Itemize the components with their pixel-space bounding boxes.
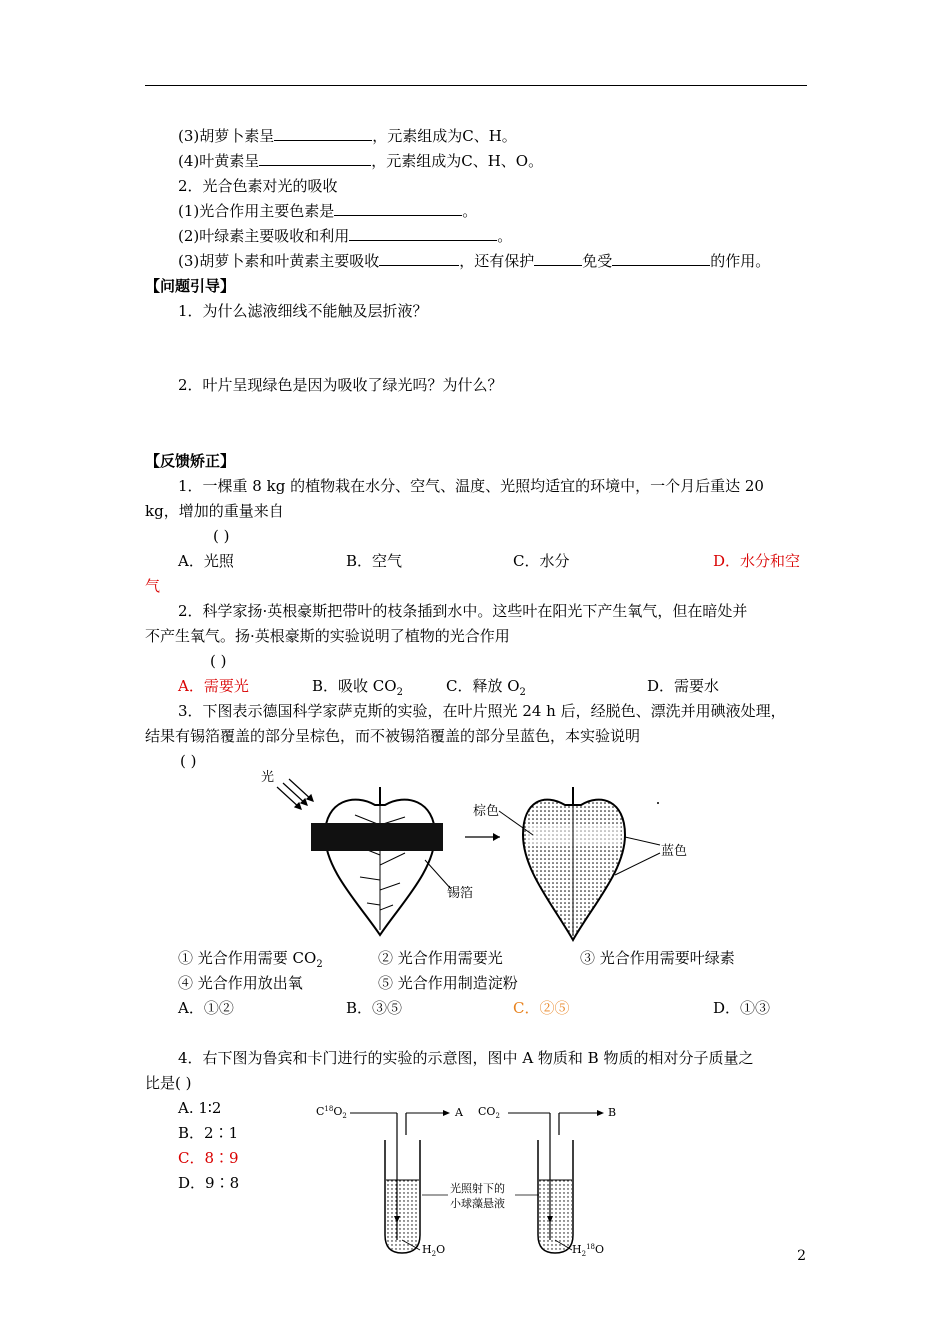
foil-label: 锡箔 [447,886,474,901]
light-arrows-icon [277,779,313,809]
option-d[interactable]: D．①③ [713,999,771,1017]
answer-blank[interactable] [379,250,459,266]
problem-2-text-cont: 不产生氧气。扬·英根豪斯的实验说明了植物的光合作用 [145,627,510,645]
header-rule [145,85,807,86]
problem-1-paren: ( ) [213,527,230,545]
option-d[interactable]: D．需要水 [647,677,720,695]
problem-1-text-cont: kg，增加的重量来自 [145,502,284,520]
light-label: 光 [261,770,275,785]
output-a-label: A [455,1106,463,1119]
section-pigment-absorption: 2．光合色素对光的吸收 [178,177,338,195]
leaf-after [523,800,625,940]
option-b[interactable]: B．吸收 $CO_2$ [312,677,403,698]
option-a-answer[interactable]: A．需要光 [178,677,249,695]
answer-blank[interactable] [259,150,371,166]
suspension-label-2: 小球藻悬液 [450,1197,505,1210]
answer-blank[interactable] [274,125,372,141]
statement-1: ① 光合作用需要 $CO_2$ [178,949,323,970]
option-d-answer-cont: 气 [145,577,161,595]
line-carotene: (3)胡萝卜素呈 ，元素组成为C、H。 [178,127,517,145]
line-chlorophyll: (2)叶绿素主要吸收和利用 。 [178,227,513,245]
ruben-kamen-figure [310,1095,630,1265]
brown-label: 棕色 [473,804,500,819]
option-a[interactable]: A. 1∶2 [178,1099,222,1117]
h2o-18-right: $H_2^{18}O$ [572,1243,605,1258]
option-c[interactable]: C．水分 [513,552,570,570]
answer-blank[interactable] [334,200,462,216]
line-xanthophyll: (4)叶黄素呈 ，元素组成为C、H、O。 [178,152,544,170]
option-a[interactable]: A．①② [178,999,234,1017]
problem-2-text: 2．科学家扬·英根豪斯把带叶的枝条插到水中。这些叶在阳光下产生氧气，但在暗处并 [178,602,748,620]
page-number: 2 [797,1248,806,1264]
heading-feedback: 【反馈矫正】 [145,452,236,470]
problem-1-text: 1．一棵重 8 kg 的植物栽在水分、空气、温度、光照均适宜的环境中，一个月后重达 20 [178,477,764,495]
problem-4-text-cont: 比是( ) [145,1074,192,1092]
option-d[interactable]: D．9∶8 [178,1174,240,1192]
h2o-left: $H_2O$ [422,1243,446,1258]
line-main-pigment: (1)光合作用主要色素是 。 [178,202,478,220]
option-c-answer[interactable]: C．8∶9 [178,1149,239,1167]
blue-label: 蓝色 [661,844,688,859]
option-d-answer[interactable]: D．水分和空 [713,552,801,570]
co2-input: $CO_2$ [478,1105,500,1120]
question-1: 1．为什么滤液细线不能触及层折液？ [178,302,428,320]
problem-3-text-cont: 结果有锡箔覆盖的部分呈棕色，而不被锡箔覆盖的部分呈蓝色，本实验说明 [145,727,641,745]
problem-2-paren: ( ) [210,652,227,670]
option-c[interactable]: C．释放 $O_2$ [446,677,526,698]
statement-2: ② 光合作用需要光 [378,949,503,967]
problem-3-paren: ( ) [180,752,197,770]
option-c-answer[interactable]: C．②⑤ [513,999,570,1017]
suspension-label-1: 光照射下的 [450,1182,505,1195]
tin-foil-strip [311,823,443,851]
option-a[interactable]: A．光照 [178,552,234,570]
answer-blank[interactable] [534,250,582,266]
answer-blank[interactable] [349,225,497,241]
problem-4-text: 4．右下图为鲁宾和卡门进行的实验的示意图，图中 A 物质和 B 物质的相对分子质量之 [178,1049,754,1067]
co2-18-input: $C^{18}O_2$ [316,1105,347,1120]
statement-3: ③ 光合作用需要叶绿素 [580,949,735,967]
sachs-experiment-figure [255,765,715,945]
statement-5: ⑤ 光合作用制造淀粉 [378,974,518,992]
option-b[interactable]: B．③⑤ [346,999,403,1017]
output-b-label: B [608,1106,617,1119]
line-carotene-xanthophyll: (3)胡萝卜素和叶黄素主要吸收 ，还有保护 免受 的作用。 [178,252,771,270]
heading-question-guide: 【问题引导】 [145,277,236,295]
problem-3-text: 3．下图表示德国科学家萨克斯的实验，在叶片照光 24 h 后，经脱色、漂洗并用碘液处理， [178,702,786,720]
option-b[interactable]: B．空气 [346,552,403,570]
answer-blank[interactable] [612,250,710,266]
statement-4: ④ 光合作用放出氧 [178,974,303,992]
question-2: 2．叶片呈现绿色是因为吸收了绿光吗？为什么？ [178,376,503,394]
option-b[interactable]: B．2∶1 [178,1124,239,1142]
